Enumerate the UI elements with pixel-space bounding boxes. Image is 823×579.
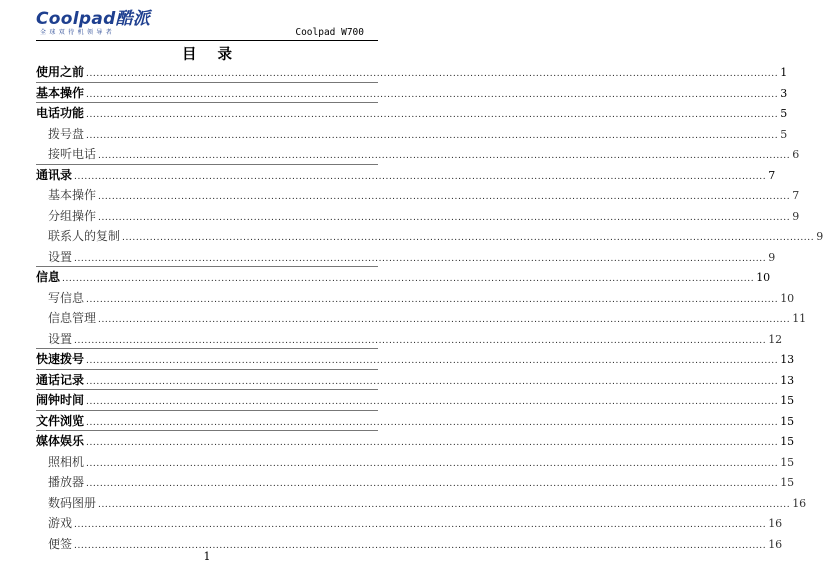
- toc-entry-label: 快速拨号: [36, 352, 85, 366]
- toc-page-number: 16: [768, 517, 783, 530]
- dot-leader: ........................................................................................................................................................................................................: [98, 499, 791, 510]
- toc-section-row[interactable]: [36, 267, 771, 288]
- toc-page-number: 15: [780, 455, 795, 469]
- toc-subsection-row[interactable]: [36, 185, 800, 206]
- toc-page-number: 11: [792, 312, 807, 325]
- toc-entry-label: 分组操作: [48, 208, 97, 223]
- toc-section-row[interactable]: [36, 411, 795, 432]
- toc-section-row[interactable]: [36, 370, 795, 391]
- toc-entry-label: 写信息: [48, 290, 85, 305]
- toc-subsection-row[interactable]: [36, 308, 807, 329]
- toc-entry-label: 使用之前: [36, 65, 85, 79]
- toc-section-row[interactable]: [36, 83, 788, 104]
- toc-subsection-row[interactable]: [36, 329, 783, 350]
- dot-leader: ........................................................................................................................................................................................................: [86, 110, 779, 120]
- toc-subsection-row[interactable]: [36, 206, 800, 227]
- toc-subsection-row[interactable]: [36, 144, 800, 165]
- table-of-contents: [36, 62, 823, 554]
- dot-leader: ........................................................................................................................................................................................................: [74, 520, 767, 530]
- toc-section-row[interactable]: [36, 390, 795, 411]
- toc-entry-label: 设置: [48, 249, 73, 264]
- toc-entry-label: 通话记录: [36, 372, 85, 387]
- toc-entry-label: 信息: [36, 270, 61, 284]
- toc-page-number: 1: [780, 66, 788, 79]
- toc-page-number: 7: [768, 168, 776, 182]
- toc-entry-label: 通讯录: [36, 167, 73, 182]
- dot-leader: ........................................................................................................................................................................................................: [86, 89, 779, 100]
- logo-wordmark: Coolpad酷派: [36, 9, 151, 29]
- toc-page-number: 13: [780, 353, 795, 366]
- toc-page-number: 15: [780, 394, 795, 407]
- dot-leader: ........................................................................................................................................................................................................: [122, 233, 815, 243]
- toc-subsection-row[interactable]: [36, 124, 788, 145]
- model-name: Coolpad W700: [295, 27, 364, 38]
- dot-leader: ........................................................................................................................................................................................................: [86, 376, 779, 387]
- toc-entry-label: 联系人的复制: [48, 229, 121, 243]
- dot-leader: ........................................................................................................................................................................................................: [86, 458, 779, 469]
- dot-leader: ........................................................................................................................................................................................................: [62, 274, 755, 284]
- toc-page-number: 3: [780, 86, 788, 100]
- coolpad-logo: [36, 10, 150, 37]
- dot-leader: ........................................................................................................................................................................................................: [74, 171, 767, 182]
- header-divider: [36, 40, 378, 41]
- toc-section-row[interactable]: [36, 349, 795, 370]
- toc-entry-label: 数码图册: [48, 495, 97, 510]
- toc-page-number: 15: [780, 435, 795, 448]
- toc-subsection-row[interactable]: [36, 247, 776, 268]
- dot-leader: ........................................................................................................................................................................................................: [86, 69, 779, 79]
- dot-leader: ........................................................................................................................................................................................................: [74, 253, 767, 264]
- toc-entry-label: 拨号盘: [48, 126, 85, 141]
- toc-entry-label: 闹钟时间: [36, 393, 85, 407]
- toc-page-number: 9: [768, 250, 776, 264]
- toc-entry-label: 文件浏览: [36, 413, 85, 428]
- dot-leader: ........................................................................................................................................................................................................: [86, 397, 779, 407]
- toc-entry-label: 设置: [48, 331, 73, 346]
- dot-leader: ........................................................................................................................................................................................................: [98, 151, 791, 161]
- dot-leader: ........................................................................................................................................................................................................: [98, 212, 791, 223]
- toc-page-number: 5: [780, 127, 788, 141]
- toc-page-number: 13: [780, 373, 795, 387]
- dot-leader: ........................................................................................................................................................................................................: [86, 438, 779, 448]
- logo-slogan: 全球双待机领导者: [40, 29, 116, 36]
- toc-subsection-row[interactable]: [36, 472, 795, 493]
- toc-page-number: 15: [780, 414, 795, 428]
- toc-section-row[interactable]: [36, 431, 795, 452]
- toc-subsection-row[interactable]: [36, 288, 795, 309]
- dot-leader: ........................................................................................................................................................................................................: [98, 315, 791, 325]
- toc-page-number: 7: [792, 189, 800, 202]
- toc-entry-label: 游戏: [48, 516, 73, 530]
- toc-page-number: 16: [768, 537, 783, 551]
- toc-subsection-row[interactable]: [36, 493, 807, 514]
- dot-leader: ........................................................................................................................................................................................................: [86, 479, 779, 489]
- toc-subsection-row[interactable]: [36, 226, 823, 247]
- dot-leader: ........................................................................................................................................................................................................: [86, 294, 779, 305]
- toc-page-number: 9: [792, 209, 800, 223]
- toc-page-number: 15: [780, 476, 795, 489]
- page-header: [0, 0, 414, 44]
- toc-section-row[interactable]: [36, 165, 776, 186]
- dot-leader: ........................................................................................................................................................................................................: [86, 130, 779, 141]
- toc-subsection-row[interactable]: [36, 452, 795, 473]
- toc-entry-label: 基本操作: [48, 188, 97, 202]
- toc-page-number: 10: [756, 271, 771, 284]
- dot-leader: ........................................................................................................................................................................................................: [86, 417, 779, 428]
- page-number: 1: [203, 550, 211, 563]
- toc-subsection-row[interactable]: [36, 513, 783, 534]
- dot-leader: ........................................................................................................................................................................................................: [86, 356, 779, 366]
- toc-section-row[interactable]: [36, 103, 788, 124]
- toc-entry-label: 接听电话: [48, 147, 97, 161]
- dot-leader: ........................................................................................................................................................................................................: [74, 335, 767, 346]
- toc-page-number: 6: [792, 148, 800, 161]
- toc-page-number: 10: [780, 291, 795, 305]
- dot-leader: ........................................................................................................................................................................................................: [98, 192, 791, 202]
- toc-entry-label: 信息管理: [48, 311, 97, 325]
- toc-section-row[interactable]: [36, 62, 788, 83]
- toc-page-number: 12: [768, 332, 783, 346]
- toc-entry-label: 便签: [48, 536, 73, 551]
- dot-leader: ........................................................................................................................................................................................................: [74, 540, 767, 551]
- toc-entry-label: 媒体娱乐: [36, 434, 85, 448]
- toc-entry-label: 基本操作: [36, 85, 85, 100]
- page-title: 目 录: [181, 47, 241, 63]
- toc-entry-label: 照相机: [48, 454, 85, 469]
- toc-page-number: 9: [816, 230, 823, 243]
- toc-page-number: 16: [792, 496, 807, 510]
- toc-entry-label: 电话功能: [36, 106, 85, 120]
- toc-page-number: 5: [780, 107, 788, 120]
- toc-entry-label: 播放器: [48, 475, 85, 489]
